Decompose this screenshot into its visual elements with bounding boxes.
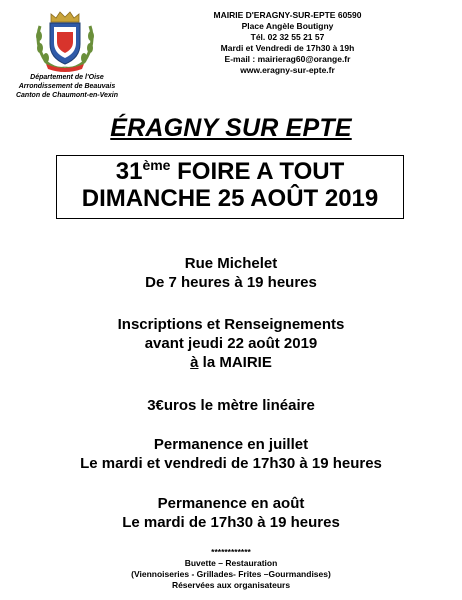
- permanence-august-section: [0, 494, 462, 532]
- event-name-line: [57, 159, 403, 185]
- permanence-july-hours: Le mardi et vendredi de 17h30 à 19 heures: [80, 455, 382, 472]
- event-date: DIMANCHE 25 AOÛT 2019: [81, 185, 379, 212]
- footer-stars: ************: [211, 547, 251, 557]
- mairie-hours: Mardi et Vendredi de 17h30 à 19h: [220, 43, 355, 53]
- registration-heading: Inscriptions et Renseignements: [117, 316, 345, 333]
- location-section: [0, 254, 462, 292]
- permanence-july-heading: Permanence en juillet: [153, 436, 309, 453]
- mairie-phone: Tél. 02 32 55 21 57: [250, 32, 325, 42]
- location-hours: De 7 heures à 19 heures: [145, 274, 317, 291]
- registration-section: [0, 315, 462, 372]
- registration-place-rest: la MAIRIE: [198, 354, 272, 371]
- footer-block: [0, 547, 462, 591]
- edition-suffix: ème: [142, 157, 171, 173]
- price-section: [0, 396, 462, 415]
- footer-note: Réservées aux organisateurs: [171, 580, 291, 590]
- department-block: [8, 73, 126, 100]
- permanence-august-hours: Le mardi de 17h30 à 19 heures: [122, 514, 340, 531]
- permanence-july-section: [0, 435, 462, 473]
- mairie-name: MAIRIE D'ERAGNY-SUR-EPTE 60590: [213, 10, 362, 20]
- mairie-website: www.eragny-sur-epte.fr: [240, 65, 335, 75]
- permanence-august-heading: Permanence en août: [157, 495, 305, 512]
- event-title-box: [56, 155, 404, 219]
- mairie-contact-block: [205, 10, 370, 76]
- arrondissement-line: Arrondissement de Beauvais: [18, 83, 116, 90]
- event-name: FOIRE A TOUT: [170, 158, 345, 185]
- town-crest: [30, 6, 100, 74]
- registration-deadline: avant jeudi 22 août 2019: [144, 335, 318, 352]
- crest-emblem-icon: [30, 6, 100, 74]
- footer-services: Buvette – Restauration: [184, 558, 278, 568]
- registration-place: [0, 353, 462, 372]
- page-title: ÉRAGNY SUR EPTE: [110, 114, 352, 142]
- price-text: 3€uros le mètre linéaire: [147, 397, 315, 414]
- mairie-email: E-mail : mairierag60@orange.fr: [224, 54, 351, 64]
- edition-number: 31: [115, 158, 143, 185]
- mairie-address: Place Angèle Boutigny: [241, 21, 334, 31]
- location-street: Rue Michelet: [184, 255, 278, 272]
- department-line: Département de l'Oise: [30, 74, 104, 81]
- canton-line: Canton de Chaumont-en-Vexin: [15, 92, 119, 99]
- footer-items: (Viennoiseries - Grillades- Frites –Gourmandises): [131, 569, 331, 579]
- registration-place-prefix: à: [190, 354, 199, 371]
